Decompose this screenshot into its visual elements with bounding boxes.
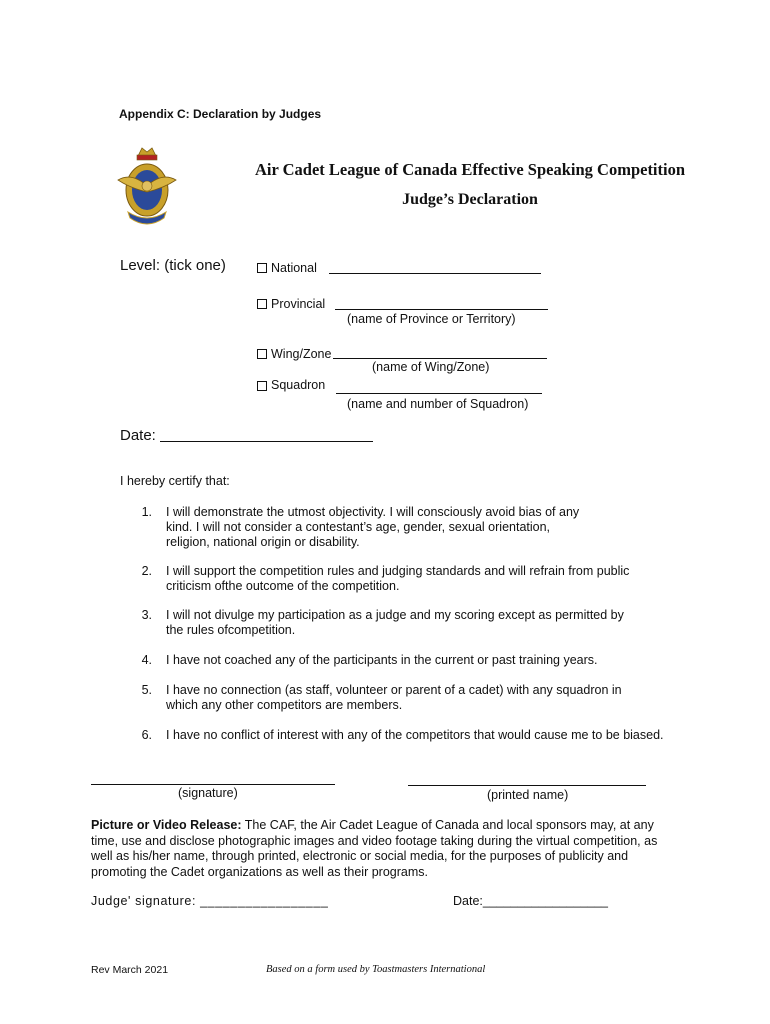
item-number: 3. [141,608,152,622]
squadron-label: Squadron [271,378,326,392]
wing-zone-name-line[interactable] [333,358,547,359]
wing-zone-checkbox[interactable] [257,349,267,359]
release-paragraph [91,818,676,880]
item-number: 6. [141,728,152,742]
declaration-item: I have not coached any of the participants in the current or past training years. [166,653,598,667]
item-number: 4. [141,653,152,667]
provincial-label: Provincial [271,297,326,311]
squadron-caption: (name and number of Squadron) [347,397,529,411]
form-subtitle: Judge’s Declaration [402,191,538,208]
declaration-item: I have no conflict of interest with any of the competitors that would cause me to be biased. [166,728,664,742]
declaration-item: I will not divulge my participation as a judge and my scoring except as permitted by the rules ofcompetition. [166,608,624,637]
national-checkbox[interactable] [257,263,267,273]
province-caption: (name of Province or Territory) [347,312,516,326]
judge-date-label: Date:__________________ [453,894,609,908]
date-label: Date: [120,427,156,444]
date-line[interactable] [160,441,373,442]
item-number: 1. [141,505,152,519]
printed-name-caption: (printed name) [487,788,569,802]
national-label: National [271,261,317,275]
declaration-item: I will support the competition rules and judging standards and will refrain from public criticism ofthe outcome of the competition. [166,564,630,593]
squadron-checkbox[interactable] [257,381,267,391]
wing-zone-label: Wing/Zone [271,347,332,361]
form-title: Air Cadet League of Canada Effective Speaking Competition [254,160,686,179]
item-number: 2. [141,564,152,578]
item-number: 5. [141,683,152,697]
source-note: Based on a form used by Toastmasters International [266,964,486,975]
printed-name-line[interactable] [408,785,646,786]
declaration-item: I will demonstrate the utmost objectivity. I will consciously avoid bias of any kind. I will not consider a contestant’s age, gender, sexual orientation, religion, national origin or disability. [166,505,580,549]
certify-intro: I hereby certify that: [120,474,230,488]
release-body: The CAF, the Air Cadet League of Canada and local sponsors may, at any time, use and disclose photographic images and video footage taking during the virtual competition, as well as his/her name, through printed, electronic or social media, for the purposes of publicity and promoting the Cadet organizations as well as their programs. [91,818,658,879]
national-name-line[interactable] [329,273,541,274]
wing-zone-caption: (name of Wing/Zone) [372,360,490,374]
signature-line[interactable] [91,784,335,785]
declaration-item: I have no connection (as staff, volunteer or parent of a cadet) with any squadron in which any other competitors are members. [166,683,622,712]
judge-signature-label: Judge' signature: _________________ [91,894,329,908]
release-heading: Picture or Video Release: [91,818,242,832]
provincial-checkbox[interactable] [257,299,267,309]
squadron-name-line[interactable] [336,393,542,394]
air-cadet-crest-logo [116,142,178,230]
appendix-heading: Appendix C: Declaration by Judges [119,107,322,121]
province-name-line[interactable] [335,309,548,310]
signature-caption: (signature) [178,786,238,800]
level-label: Level: (tick one) [120,257,226,274]
revision-note: Rev March 2021 [91,964,169,976]
